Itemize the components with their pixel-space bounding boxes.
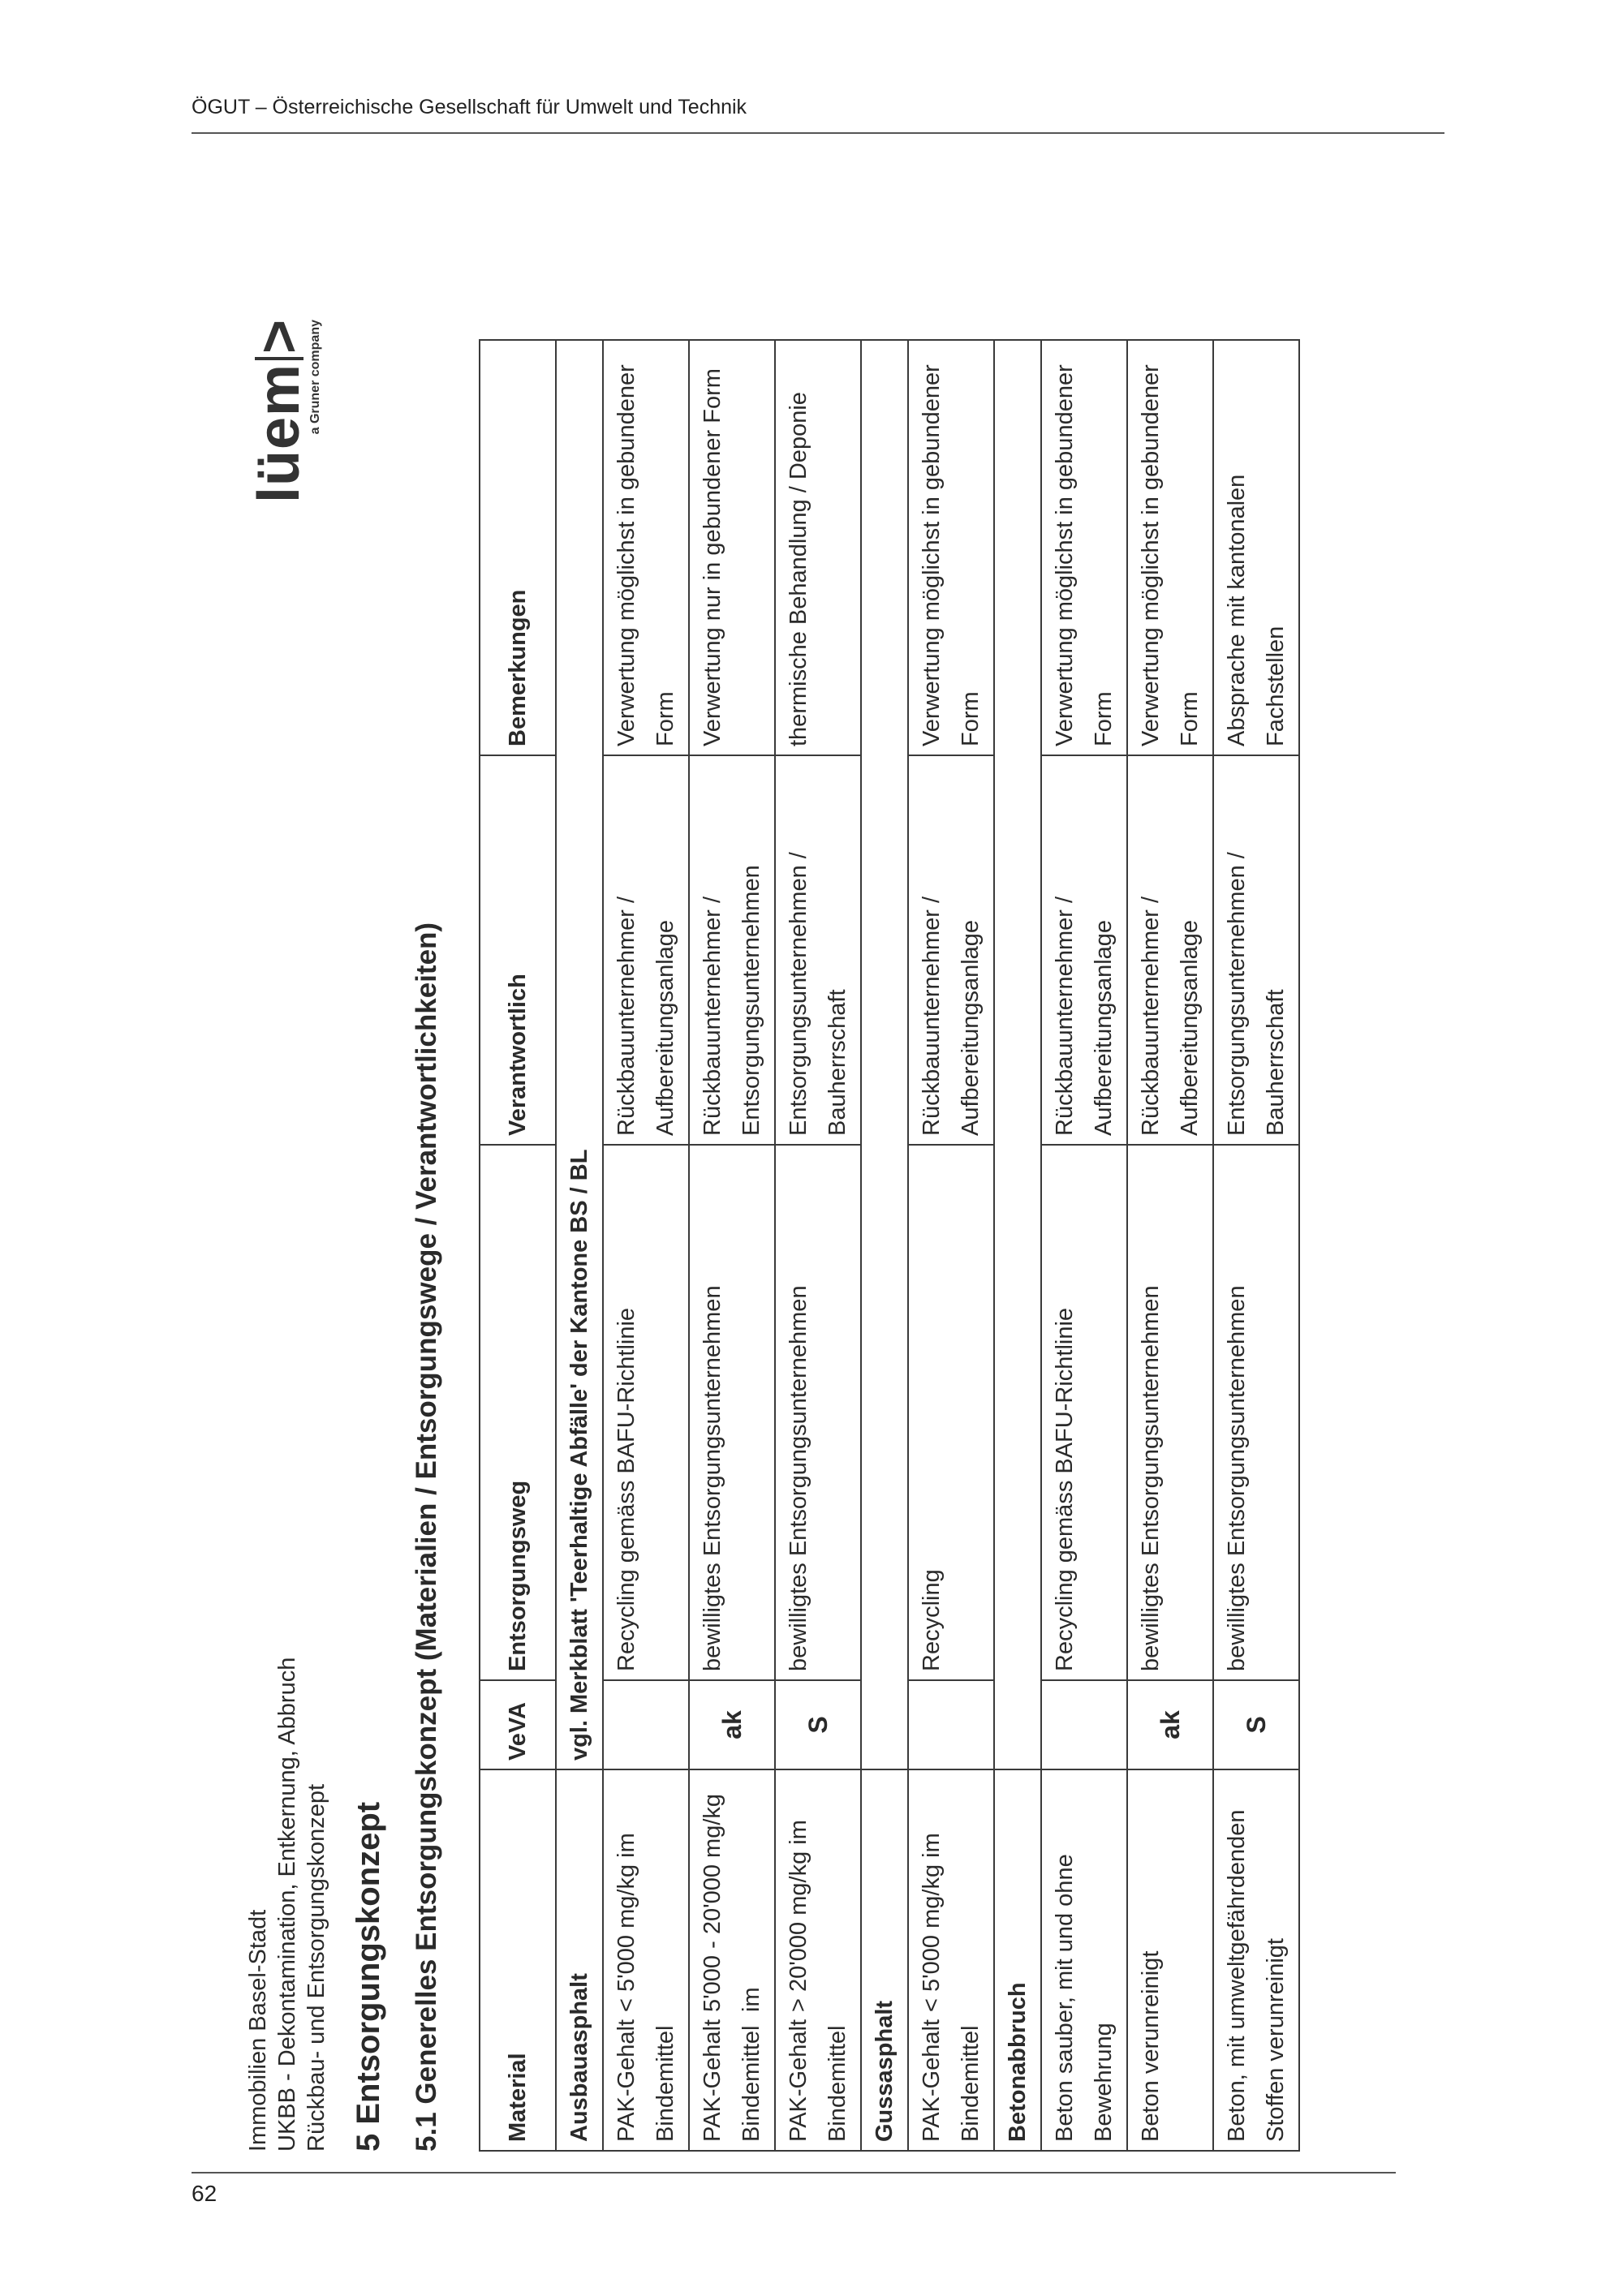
- group-row: [994, 340, 1041, 2151]
- meta-line: Rückbau- und Entsorgungskonzept: [304, 1783, 329, 2152]
- company-logo: [247, 292, 323, 503]
- responsible-cell: Rückbauunternehmer / Aufbereitungsanlage: [908, 755, 994, 1145]
- disposal-route-cell: bewilligtes Entsorgungsunternehmen: [1213, 1145, 1299, 1680]
- material-limit: 5'000 - 20'000 mg/kg im: [700, 1793, 764, 2012]
- veva-cell: [908, 1680, 994, 1769]
- veva-cell: [603, 1680, 689, 1769]
- remarks-cell: Absprache mit kantonalen Fachstellen: [1213, 340, 1299, 755]
- disposal-route-cell: bewilligtes Entsorgungsunternehmen: [689, 1145, 775, 1680]
- remarks-cell: Verwertung möglichst in gebundener Form: [908, 340, 994, 755]
- logo-chevron-icon: >: [247, 318, 312, 354]
- disposal-route-cell: Recycling gemäss BAFU-Richtlinie: [603, 1145, 689, 1680]
- column-header: Material: [480, 1769, 556, 2151]
- responsible-cell: Rückbauunternehmer / Aufbereitungsanlage: [1127, 755, 1213, 1145]
- material-cell: [908, 1769, 994, 2151]
- responsible-cell: Rückbauunternehmer / Aufbereitungsanlage: [1041, 755, 1127, 1145]
- column-header: Entsorgungsweg: [480, 1145, 556, 1680]
- logo-word: lüem: [247, 363, 312, 503]
- group-name: Ausbauasphalt: [556, 1769, 603, 2151]
- group-note: [994, 340, 1041, 1769]
- disposal-route-cell: Recycling: [908, 1145, 994, 1680]
- meta-line: UKBB - Dekontamination, Entkernung, Abbruch: [274, 1657, 300, 2152]
- responsible-cell: Rückbauunternehmer / Entsorgungsunternehmen: [689, 755, 775, 1145]
- material-limit: < 5'000 mg/kg im: [919, 1833, 945, 2012]
- group-name: Betonabbruch: [994, 1769, 1041, 2151]
- group-row: [861, 340, 908, 2151]
- disposal-route-cell: bewilligtes Entsorgungsunternehmen: [775, 1145, 861, 1680]
- responsible-cell: Entsorgungsunternehmen / Bauherrschaft: [1213, 755, 1299, 1145]
- column-header: Bemerkungen: [480, 340, 556, 755]
- logo-bar: [255, 357, 304, 360]
- disposal-route-cell: Recycling gemäss BAFU-Richtlinie: [1041, 1145, 1127, 1680]
- group-note: [861, 340, 908, 1769]
- table-row: [689, 340, 775, 2151]
- veva-cell: [1041, 1680, 1127, 1769]
- material-label: PAK-Gehalt Bindemittel: [700, 2019, 764, 2142]
- remarks-cell: thermische Behandlung / Deponie: [775, 340, 861, 755]
- material-cell: Beton verunreinigt: [1127, 1769, 1213, 2151]
- material-cell: [689, 1769, 775, 2151]
- header-rule: [192, 132, 1444, 134]
- logo-tagline: a Gruner company: [308, 320, 322, 435]
- veva-cell: ak: [1127, 1680, 1213, 1769]
- section-title: 5 Entsorgungskonzept: [351, 1801, 386, 2152]
- remarks-cell: Verwertung nur in gebundener Form: [689, 340, 775, 755]
- document-meta: [243, 1658, 331, 2152]
- column-header: Verantwortlich: [480, 755, 556, 1145]
- table-row: [603, 340, 689, 2151]
- rotated-document-scan: [235, 243, 1290, 2191]
- column-header: VeVA: [480, 1680, 556, 1769]
- group-row: [556, 340, 603, 2151]
- page-number: 62: [192, 2181, 217, 2206]
- remarks-cell: Verwertung möglichst in gebundener Form: [1127, 340, 1213, 755]
- responsible-cell: Entsorgungsunternehmen / Bauherrschaft: [775, 755, 861, 1145]
- table-row: [1127, 340, 1213, 2151]
- veva-cell: S: [1213, 1680, 1299, 1769]
- page-header: ÖGUT – Österreichische Gesellschaft für Umwelt und Technik: [192, 96, 747, 118]
- footer-rule: [192, 2172, 1396, 2173]
- table-header-row: [480, 340, 556, 2151]
- table-row: [908, 340, 994, 2151]
- disposal-route-cell: bewilligtes Entsorgungsunternehmen: [1127, 1145, 1213, 1680]
- table-row: [1213, 340, 1299, 2151]
- material-label: PAK-Gehalt Bindemittel: [786, 2019, 850, 2142]
- material-cell: Beton, mit umweltgefährdenden Stoffen verunreinigt: [1213, 1769, 1299, 2151]
- material-limit: > 20'000 mg/kg im: [786, 1820, 812, 2012]
- group-name: Gussasphalt: [861, 1769, 908, 2151]
- material-limit: < 5'000 mg/kg im: [613, 1833, 639, 2012]
- remarks-cell: Verwertung möglichst in gebundener Form: [1041, 340, 1127, 755]
- material-label: PAK-Gehalt Bindemittel: [919, 2019, 984, 2142]
- disposal-table: [479, 339, 1300, 2152]
- material-cell: [603, 1769, 689, 2151]
- responsible-cell: Rückbauunternehmer / Aufbereitungsanlage: [603, 755, 689, 1145]
- material-label: PAK-Gehalt Bindemittel: [613, 2019, 678, 2142]
- meta-line: Immobilien Basel-Stadt: [245, 1909, 271, 2152]
- table-row: [1041, 340, 1127, 2151]
- remarks-cell: Verwertung möglichst in gebundener Form: [603, 340, 689, 755]
- material-cell: [775, 1769, 861, 2151]
- table-row: [775, 340, 861, 2151]
- material-cell: Beton sauber, mit und ohne Bewehrung: [1041, 1769, 1127, 2151]
- subsection-title: 5.1 Generelles Entsorgungskonzept (Materialien / Entsorgungswege / Verantwortlichkeiten): [411, 922, 442, 2152]
- veva-cell: ak: [689, 1680, 775, 1769]
- veva-cell: S: [775, 1680, 861, 1769]
- group-note: vgl. Merkblatt 'Teerhaltige Abfälle' der Kantone BS / BL: [556, 340, 603, 1769]
